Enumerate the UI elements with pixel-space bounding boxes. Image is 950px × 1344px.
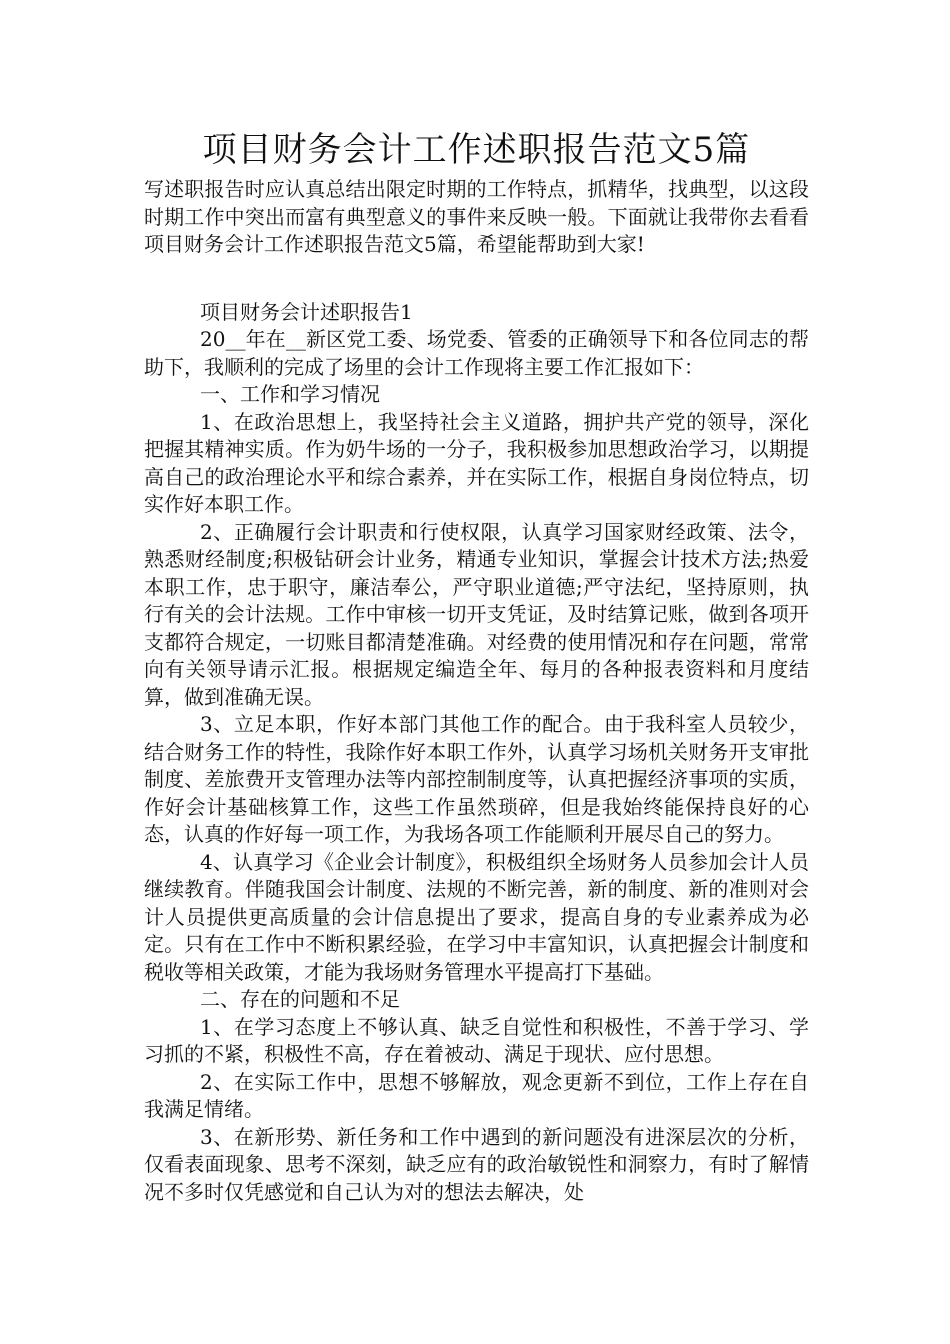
section-1-heading: 一、工作和学习情况 bbox=[200, 382, 380, 406]
section-2-item-1: 1、在学习态度上不够认真、缺乏自觉性和积极性，不善于学习、学习抓的不紧，积极性不高，存在着被动、满足于现状、应付思想。 bbox=[144, 1014, 809, 1066]
section-1-item-3: 3、立足本职，作好本部门其他工作的配合。由于我科室人员较少，结合财务工作的特性，我除作好本职工作外，认真学习场机关财务开支审批制度、差旅费开支管理办法等内部控制制度等，认真把握经济事项的实质，作好会计基础核算工作，这些工作虽然琐碎，但是我始终能保持良好的心态，认真的作好每一项工作，为我场各项工作能顺利开展尽自己的努力。 bbox=[144, 712, 809, 846]
document-page bbox=[144, 124, 809, 1206]
section-2-item-2: 2、在实际工作中，思想不够解放，观念更新不到位，工作上存在自我满足情绪。 bbox=[144, 1069, 809, 1121]
report-heading: 项目财务会计述职报告1 bbox=[200, 299, 413, 324]
spacer bbox=[144, 259, 809, 299]
section-2-item-3: 3、在新形势、新任务和工作中遇到的新问题没有进深层次的分析，仅看表面现象、思考不深刻，缺乏应有的政治敏锐性和洞察力，有时了解情况不多时仅凭感觉和自己认为对的想法去解决，处 bbox=[144, 1124, 809, 1204]
document-title: 项目财务会计工作述职报告范文5篇 bbox=[202, 130, 751, 170]
intro-paragraph: 写述职报告时应认真总结出限定时期的工作特点，抓精华，找典型，以这段时期工作中突出而富有典型意义的事件来反映一般。下面就让我带你去看看项目财务会计工作述职报告范文5篇，希望能帮助到大家! bbox=[144, 177, 809, 256]
section-2-heading: 二、存在的问题和不足 bbox=[200, 987, 400, 1011]
section-1-item-1: 1、在政治思想上，我坚持社会主义道路，拥护共产党的领导，深化把握其精神实质。作为奶牛场的一分子，我积极参加思想政治学习，以期提高自己的政治理论水平和综合素养，并在实际工作，根据自身岗位特点，切实作好本职工作。 bbox=[144, 409, 809, 516]
section-1-item-2: 2、正确履行会计职责和行使权限，认真学习国家财经政策、法令，熟悉财经制度;积极钻研会计业务，精通专业知识，掌握会计技术方法;热爱本职工作，忠于职守，廉洁奉公，严守职业道德;严守法纪，坚持原则，执行有关的会计法规。工作中审核一切开支凭证，及时结算记账，做到各项开支都符合规定，一切账目都清楚准确。对经费的使用情况和存在问题，常常向有关领导请示汇报。根据规定编造全年、每月的各种报表资料和月度结算，做到准确无误。 bbox=[144, 519, 809, 709]
section-1-item-4: 4、认真学习《企业会计制度》，积极组织全场财务人员参加会计人员继续教育。伴随我国会计制度、法规的不断完善，新的制度、新的准则对会计人员提供更高质量的会计信息提出了要求，提高自身的专业素养成为必定。只有在工作中不断积累经验，在学习中丰富知识，认真把握会计制度和税收等相关政策，才能为我场财务管理水平提高打下基础。 bbox=[144, 849, 809, 984]
opening-paragraph: 20__年在__新区党工委、场党委、管委的正确领导下和各位同志的帮助下，我顺利的完成了场里的会计工作现将主要工作汇报如下： bbox=[144, 327, 809, 379]
